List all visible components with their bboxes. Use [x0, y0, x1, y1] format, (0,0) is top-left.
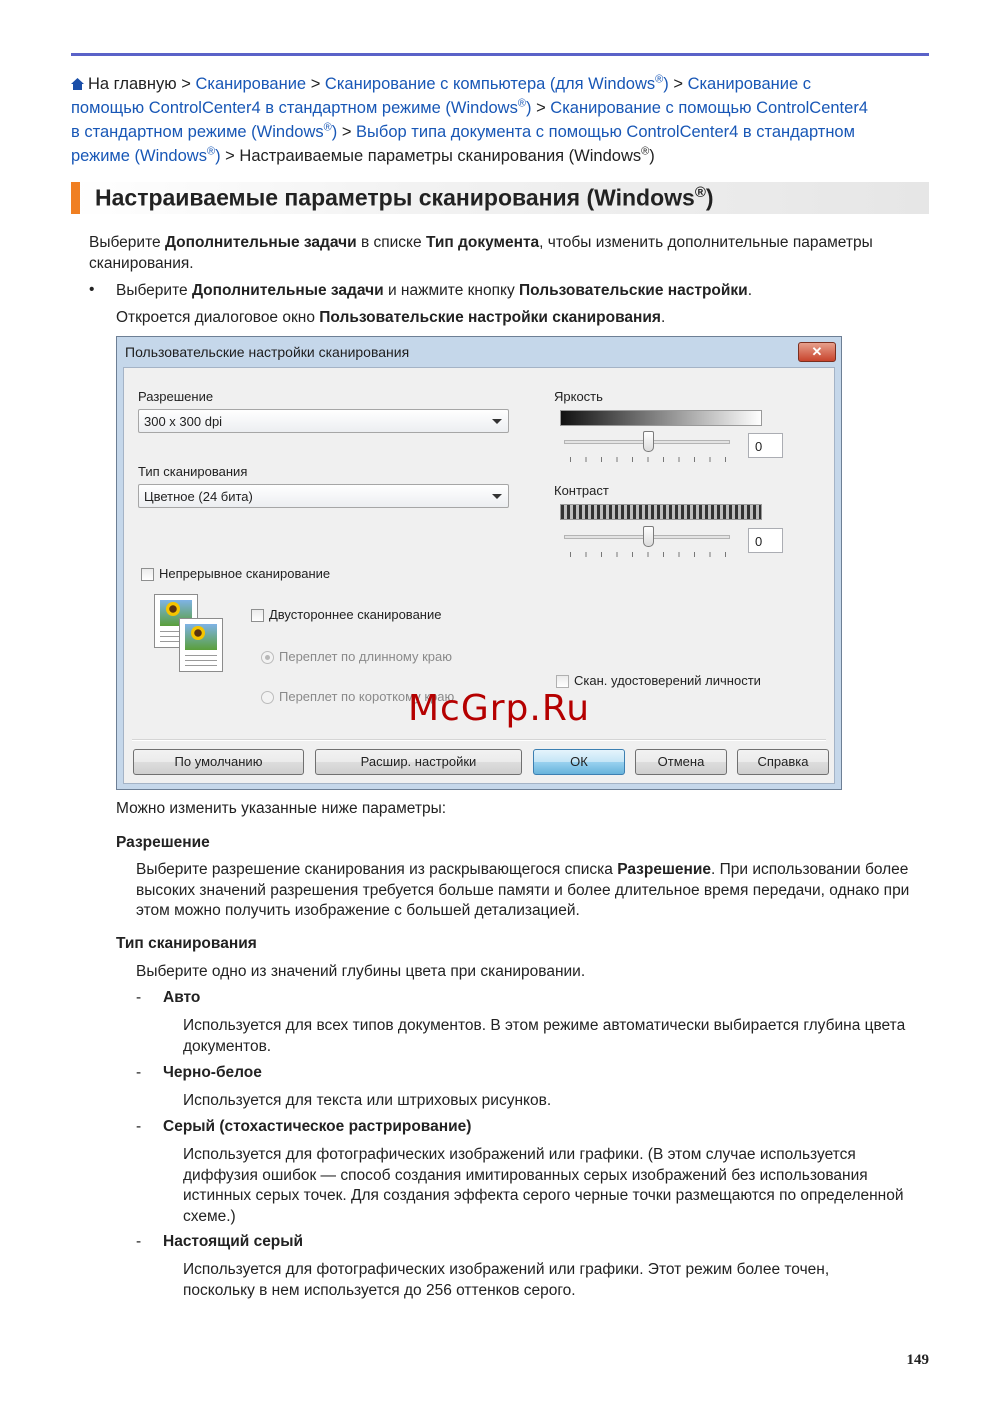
contrast-slider-thumb[interactable] — [643, 526, 654, 547]
heading-band — [71, 182, 929, 214]
breadcrumb — [71, 72, 933, 168]
breadcrumb-link-scanning[interactable]: Сканирование — [195, 75, 307, 93]
dash: - — [136, 1233, 142, 1250]
registered-mark: ® — [323, 121, 332, 134]
item-bw-desc: Используется для текста или штриховых рисунков. — [183, 1092, 552, 1109]
brightness-value: 0 — [755, 439, 763, 454]
item-auto-title: Авто — [163, 989, 201, 1006]
scan-type-description: Выберите одно из значений глубины цвета при сканировании. — [136, 963, 586, 980]
id-card-scan-checkbox[interactable] — [556, 675, 569, 688]
chevron-down-icon — [492, 494, 502, 499]
divider — [132, 739, 826, 741]
close-button[interactable]: ✕ — [798, 342, 836, 362]
step-result — [116, 308, 916, 329]
continuous-scan-label: Непрерывное сканирование — [159, 566, 331, 581]
registered-mark: ® — [206, 145, 216, 158]
bullet: • — [89, 281, 95, 298]
paren: ) — [525, 99, 532, 117]
registered-mark: ® — [694, 184, 706, 201]
continuous-scan-checkbox[interactable] — [141, 568, 154, 581]
bold-term: Пользовательские настройки сканирования — [319, 309, 661, 326]
resolution-select-value: 300 x 300 dpi — [144, 414, 223, 429]
resolution-label: Разрешение — [138, 389, 214, 404]
text: и нажмите кнопку — [383, 282, 520, 299]
registered-mark: ® — [641, 145, 650, 158]
home-icon[interactable] — [71, 78, 84, 90]
paren: ) — [663, 75, 669, 93]
breadcrumb-link-text: Сканирование с — [687, 75, 812, 93]
brightness-value-field[interactable] — [748, 433, 783, 458]
default-button[interactable]: По умолчанию — [133, 749, 304, 775]
breadcrumb-sep: > — [225, 147, 235, 165]
bold-term: Дополнительные задачи — [164, 234, 357, 251]
breadcrumb-link-text: Сканирование с компьютера (для Windows — [324, 75, 656, 93]
paren: ) — [649, 147, 655, 165]
top-rule — [71, 53, 929, 56]
long-edge-radio[interactable] — [261, 651, 274, 664]
paren: ) — [215, 147, 221, 165]
breadcrumb-link-text: режиме (Windows — [71, 147, 207, 165]
id-card-scan-label: Скан. удостоверений личности — [574, 673, 761, 688]
bold-term: Тип документа — [425, 234, 540, 251]
page-title-text: Настраиваемые параметры сканирования (Windows — [95, 184, 695, 211]
sunflower-icon — [191, 626, 205, 640]
contrast-value-field[interactable] — [748, 528, 783, 553]
chevron-down-icon — [492, 419, 502, 424]
registered-mark: ® — [517, 97, 526, 110]
step-paragraph — [116, 281, 916, 302]
text: . При использовании более высоких значений разрешения требуется больше памяти и более длительное время передачи, однако при этом можно получить изображение с большей детализацией. — [136, 861, 910, 919]
brightness-slider-thumb[interactable] — [643, 431, 654, 452]
item-bw-title: Черно-белое — [163, 1064, 262, 1081]
text-line — [185, 665, 217, 666]
paren: ) — [331, 123, 338, 141]
resolution-heading: Разрешение — [116, 834, 210, 851]
text: Откроется диалоговое окно — [116, 309, 320, 326]
breadcrumb-link-scan-from-pc[interactable] — [325, 75, 669, 93]
text: Выберите — [89, 234, 165, 251]
brightness-slider-ticks — [570, 457, 736, 462]
contrast-slider-ticks — [570, 552, 736, 557]
text: , чтобы изменить дополнительные параметры сканирования. — [89, 234, 873, 272]
text: Выберите — [116, 282, 192, 299]
paren: ) — [705, 184, 714, 211]
scan-type-select[interactable] — [138, 484, 509, 508]
breadcrumb-sep: > — [536, 99, 546, 117]
advanced-settings-button[interactable]: Расшир. настройки — [315, 749, 522, 775]
resolution-description — [136, 860, 931, 922]
text: в списке — [356, 234, 426, 251]
dialog-title: Пользовательские настройки сканирования — [125, 344, 410, 360]
text: . — [660, 309, 666, 326]
contrast-value: 0 — [755, 534, 763, 549]
params-intro: Можно изменить указанные ниже параметры: — [116, 800, 447, 817]
brightness-gradient-bar — [560, 410, 762, 426]
dash: - — [136, 989, 142, 1006]
page-title — [95, 184, 714, 212]
breadcrumb-home: На главную — [88, 75, 177, 93]
document-back-icon — [179, 618, 223, 672]
item-gray-diffusion-title: Серый (стохастическое растрирование) — [163, 1118, 472, 1135]
text-line — [185, 660, 217, 661]
watermark: McGrp.Ru — [408, 688, 591, 729]
short-edge-radio[interactable] — [261, 691, 274, 704]
duplex-scan-checkbox[interactable] — [251, 609, 264, 622]
page-number: 149 — [906, 1352, 929, 1368]
dash: - — [136, 1064, 142, 1081]
breadcrumb-sep: > — [341, 123, 352, 141]
breadcrumb-current — [239, 147, 654, 165]
intro-paragraph — [89, 233, 889, 274]
scan-type-heading: Тип сканирования — [116, 935, 257, 952]
breadcrumb-sep: > — [310, 75, 321, 93]
long-edge-label: Переплет по длинному краю — [279, 649, 453, 664]
help-button[interactable]: Справка — [737, 749, 829, 775]
resolution-select[interactable] — [138, 409, 509, 433]
breadcrumb-link-text: Сканирование с помощью ControlCenter4 — [550, 99, 868, 117]
scan-type-select-value: Цветное (24 бита) — [144, 489, 253, 504]
contrast-pattern-bar — [560, 504, 762, 520]
sunflower-icon — [166, 602, 180, 616]
breadcrumb-current-text: Настраиваемые параметры сканирования (Windows — [239, 147, 642, 165]
bold-term: Разрешение — [617, 861, 711, 878]
ok-button[interactable]: ОК — [533, 749, 625, 775]
heading-accent-bar — [71, 182, 80, 214]
item-gray-diffusion-desc: Используется для фотографических изображений или графики. (В этом случае используется диффузия ошибок — способ создания имитированных серых изображений без использования истинных серых точек. Для создания эффекта серого черные точки размещаются по определенной схеме.) — [183, 1146, 904, 1225]
breadcrumb-link-text: в стандартном режиме (Windows — [71, 123, 324, 141]
text: . — [747, 282, 753, 299]
text: Выберите разрешение сканирования из раскрывающегося списка — [136, 861, 618, 878]
breadcrumb-sep: > — [673, 75, 683, 93]
dash: - — [136, 1118, 142, 1135]
scan-type-label: Тип сканирования — [138, 464, 248, 479]
bold-term: Пользовательские настройки — [519, 282, 748, 299]
bold-term: Дополнительные задачи — [191, 282, 384, 299]
duplex-scan-label: Двустороннее сканирование — [269, 607, 442, 622]
breadcrumb-sep: > — [181, 75, 191, 93]
text-line — [185, 655, 217, 656]
breadcrumb-link-text: Выбор типа документа с помощью ControlCenter4 в стандартном — [356, 123, 855, 141]
brightness-label: Яркость — [554, 389, 603, 404]
item-true-gray-title: Настоящий серый — [163, 1233, 304, 1250]
registered-mark: ® — [655, 73, 664, 86]
breadcrumb-link-text: помощью ControlCenter4 в стандартном режиме (Windows — [71, 99, 518, 117]
cancel-button[interactable]: Отмена — [635, 749, 727, 775]
item-auto-desc: Используется для всех типов документов. В этом режиме автоматически выбирается глубина цвета документов. — [183, 1017, 906, 1055]
short-edge-label: Переплет по короткому краю — [279, 689, 455, 704]
item-true-gray-desc: Используется для фотографических изображений или графики. Этот режим более точен, поскольку в нем используется до 256 оттенков серого. — [183, 1261, 830, 1299]
contrast-label: Контраст — [554, 483, 609, 498]
